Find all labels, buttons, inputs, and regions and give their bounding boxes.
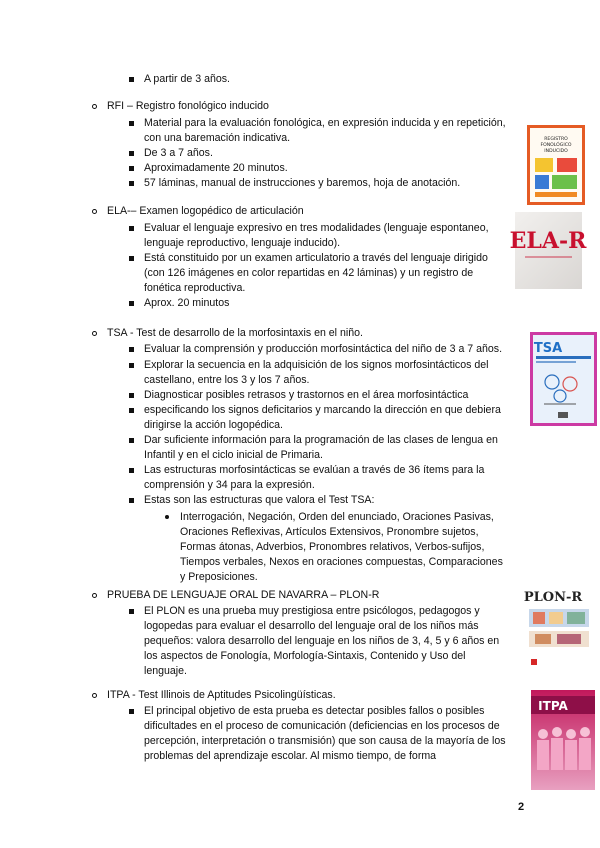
square-bullet xyxy=(129,121,134,126)
list-item: Material para la evaluación fonológica, en expresión inducida y en repetición, xyxy=(144,117,506,129)
square-bullet xyxy=(129,226,134,231)
svg-text:ELA-R: ELA-R xyxy=(509,228,587,254)
list-item: Aprox. 20 minutos xyxy=(144,297,230,309)
list-item: De 3 a 7 años. xyxy=(144,147,213,159)
square-bullet xyxy=(129,498,134,503)
square-bullet xyxy=(129,408,134,413)
list-item-continuation: pequeños: valora desarrollo del lenguaje en los niños de 3, 4, 5 y 6 años en xyxy=(144,635,500,647)
sub-list-item-continuation: y Preposiciones. xyxy=(180,571,258,583)
list-item: El PLON es una prueba muy prestigiosa entre psicólogos, pedagogos y xyxy=(144,605,480,617)
list-item-continuation: dirigirse la acción logopédica. xyxy=(144,419,283,431)
svg-text:TSA: TSA xyxy=(533,341,563,356)
list-item-continuation: los aspectos de Fonología, Morfología-Sintaxis, Contenido y Uso del xyxy=(144,650,466,662)
list-item-continuation: lenguaje reproductivo, lenguaje inducido). xyxy=(144,237,341,249)
list-item: 57 láminas, manual de instrucciones y baremos, hoja de anotación. xyxy=(144,177,461,189)
square-bullet xyxy=(129,301,134,306)
list-item: Explorar la secuencia en la adquisición de los signos morfosintácticos del xyxy=(144,359,489,371)
section-heading-ela: ELA-– Examen logopédico de articulación xyxy=(107,205,304,217)
svg-text:INDUCIDO: INDUCIDO xyxy=(544,149,568,154)
list-item-continuation: con una baremación indicativa. xyxy=(144,132,291,144)
square-bullet xyxy=(129,438,134,443)
circle-bullet xyxy=(92,693,97,698)
list-item: Está constituido por un examen articulatorio a través del lenguaje dirigido xyxy=(144,252,488,264)
square-bullet xyxy=(129,77,134,82)
list-item: Aproximadamente 20 minutos. xyxy=(144,162,288,174)
list-item: Evaluar el lenguaje expresivo en tres modalidades (lenguaje espontaneo, xyxy=(144,222,489,234)
svg-text:FONOLÓGICO: FONOLÓGICO xyxy=(540,143,572,148)
list-item-continuation: dificultades en el proceso de comunicación (deficiencias en los procesos de xyxy=(144,720,500,732)
list-item: Evaluar la comprensión y producción morfosintáctica del niño de 3 a 7 años. xyxy=(144,343,503,355)
list-item-continuation: fonética reproductiva. xyxy=(144,282,246,294)
svg-text:PLON-R: PLON-R xyxy=(523,590,583,605)
sub-list-item-continuation: Formas átonas, Adverbios, Pronombres relativos, Verbos-sufijos, xyxy=(180,541,485,553)
round-bullet xyxy=(165,515,169,519)
square-bullet xyxy=(129,151,134,156)
square-bullet xyxy=(129,363,134,368)
section-heading-rfi: RFI – Registro fonológico inducido xyxy=(107,100,269,112)
list-item-continuation: (con 126 imágenes en color repartidas en 42 láminas) y un registro de xyxy=(144,267,474,279)
square-bullet xyxy=(129,709,134,714)
list-item: Estas son las estructuras que valora el Test TSA: xyxy=(144,494,375,506)
list-item: El principal objetivo de esta prueba es detectar posibles fallos o posibles xyxy=(144,705,485,717)
list-item-continuation: logopedas para evaluar el desarrollo del lenguaje oral de los niños más xyxy=(144,620,479,632)
square-bullet xyxy=(129,393,134,398)
list-item-continuation: comprensión y 34 para la expresión. xyxy=(144,479,315,491)
ela-cover-image xyxy=(509,212,587,289)
list-item-continuation: lenguaje. xyxy=(144,665,188,677)
rfi-cover-image xyxy=(527,125,585,205)
list-item: A partir de 3 años. xyxy=(144,73,230,85)
square-bullet xyxy=(129,181,134,186)
square-bullet xyxy=(129,256,134,261)
circle-bullet xyxy=(92,331,97,336)
list-item-continuation: percepción, interpretación o transmisión) que son causa de la mayoría de los xyxy=(144,735,506,747)
section-heading-plon: PRUEBA DE LENGUAJE ORAL DE NAVARRA – PLON-R xyxy=(107,589,380,601)
list-item-continuation: problemas del aprendizaje escolar. Al mismo tiempo, de forma xyxy=(144,750,437,762)
list-item-continuation: castellano, entre los 3 y los 7 años. xyxy=(144,374,310,386)
section-heading-itpa: ITPA - Test Illinois de Aptitudes Psicolingüísticas. xyxy=(107,689,336,701)
sub-list-item: Interrogación, Negación, Orden del enunciado, Oraciones Pasivas, xyxy=(180,511,494,523)
list-item: Dar suficiente información para la programación de las clases de lengua en xyxy=(144,434,498,446)
svg-text:REGISTRO: REGISTRO xyxy=(544,137,568,142)
circle-bullet xyxy=(92,593,97,598)
square-bullet xyxy=(129,347,134,352)
list-item: especificando los signos deficitarios y marcando la dirección en que debiera xyxy=(144,404,501,416)
sub-list-item-continuation: Tiempos verbales, Nexos en oraciones compuestas, Comparaciones xyxy=(180,556,503,568)
page-number: 2 xyxy=(518,801,525,813)
list-item-continuation: Infantil y en el ciclo inicial de Primaria. xyxy=(144,449,323,461)
list-item: Las estructuras morfosintácticas se evalúan a través de 36 ítems para la xyxy=(144,464,485,476)
square-bullet xyxy=(129,166,134,171)
circle-bullet xyxy=(92,104,97,109)
square-bullet xyxy=(129,609,134,614)
list-item: Diagnosticar posibles retrasos y trastornos en el área morfosintáctica xyxy=(144,389,469,401)
itpa-cover-image xyxy=(531,690,595,790)
tsa-cover-image xyxy=(530,332,597,426)
square-bullet xyxy=(129,468,134,473)
svg-text:ITPA: ITPA xyxy=(538,699,568,713)
sub-list-item-continuation: Oraciones Reflexivas, Artículos Extensivos, Pronombre sujetos, xyxy=(180,526,479,538)
plon-cover-image xyxy=(523,587,591,671)
circle-bullet xyxy=(92,209,97,214)
section-heading-tsa: TSA - Test de desarrollo de la morfosintaxis en el niño. xyxy=(107,327,363,339)
